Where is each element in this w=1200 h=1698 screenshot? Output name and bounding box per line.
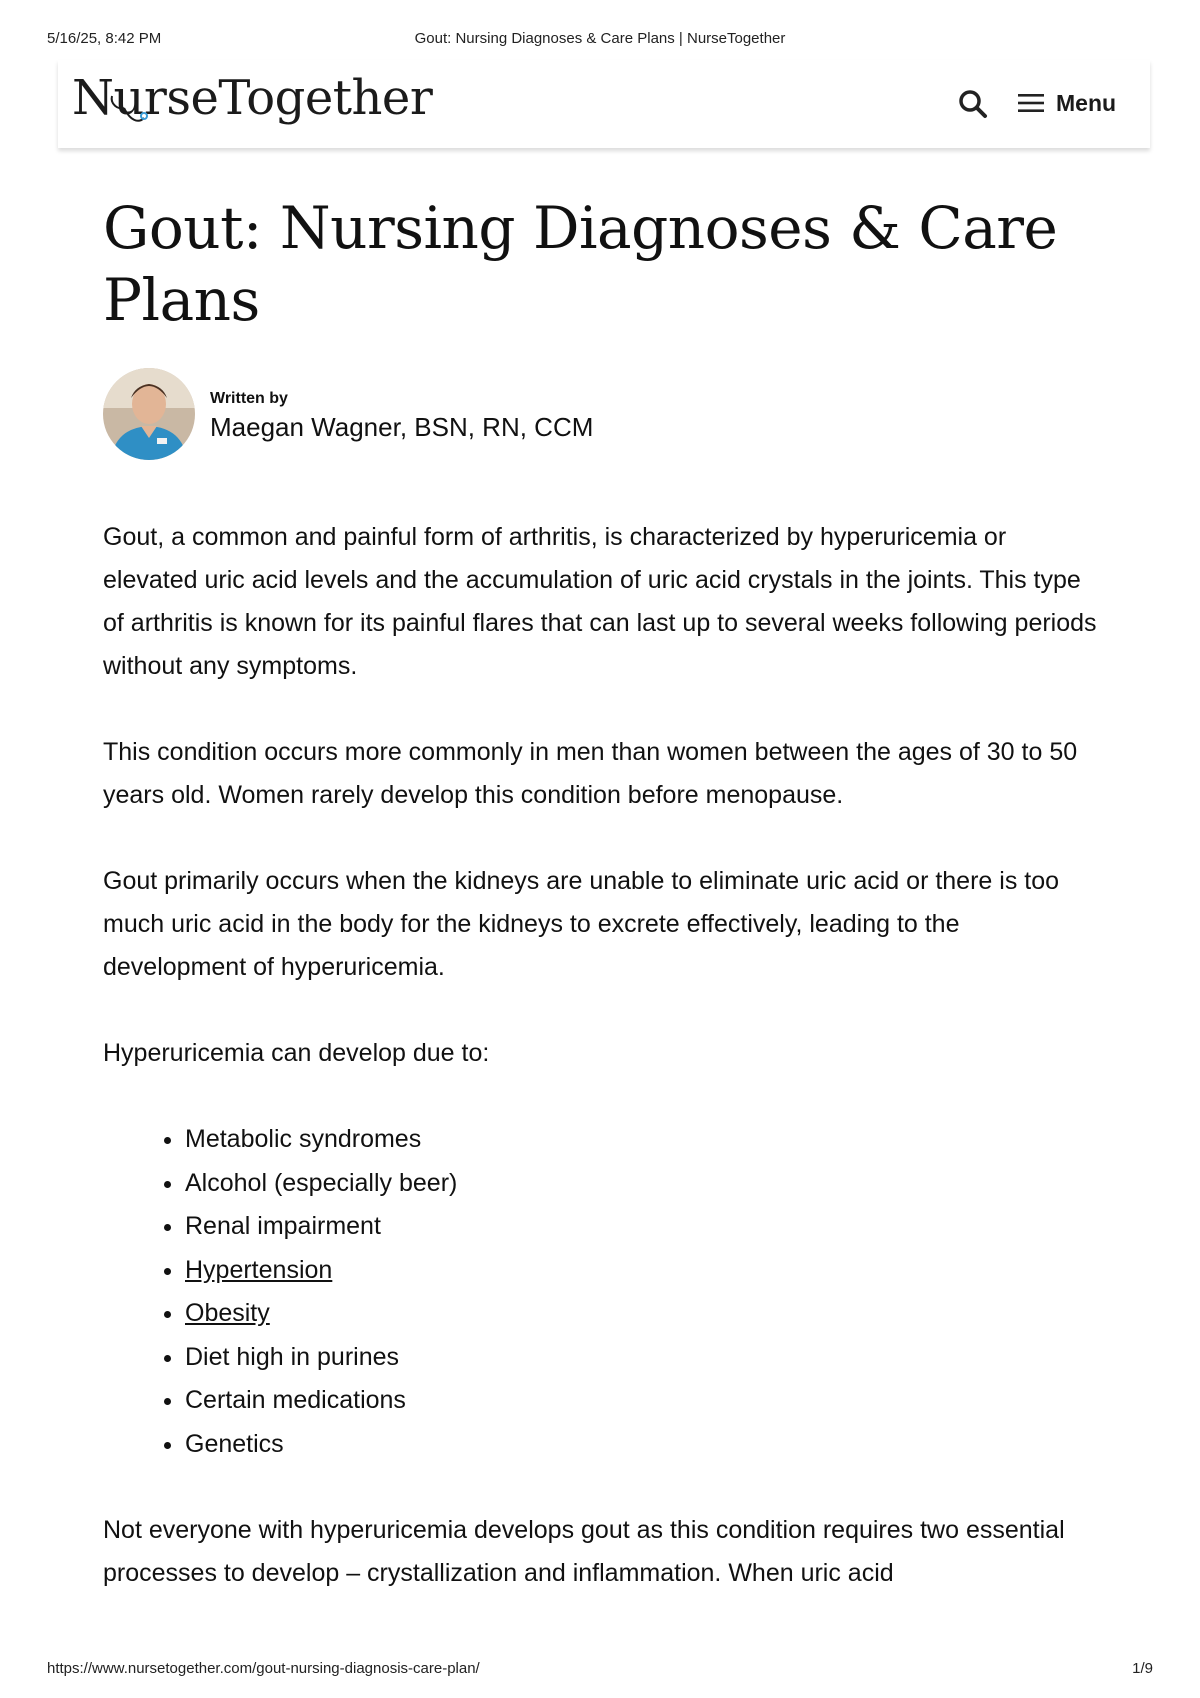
print-header (47, 30, 1153, 50)
menu-label: Menu (1056, 89, 1117, 116)
page-number: 1/9 (1132, 1660, 1153, 1677)
print-page-title: Gout: Nursing Diagnoses & Care Plans | NurseTogether (414, 30, 786, 47)
hypertension-link[interactable]: Hypertension (185, 1255, 333, 1284)
site-logo[interactable] (72, 70, 432, 126)
avatar (103, 368, 195, 460)
print-url: https://www.nursetogether.com/gout-nursing-diagnosis-care-plan/ (47, 1660, 480, 1677)
list-item: • Metabolic syndromes (185, 1118, 1103, 1162)
list-item (185, 1249, 1103, 1293)
logo-text: NurseTogether (72, 70, 433, 126)
written-by-label: Written by (210, 390, 288, 407)
list-item: • Alcohol (especially beer) (185, 1162, 1103, 1206)
menu-button[interactable] (1018, 85, 1116, 121)
site-header (58, 60, 1150, 148)
stethoscope-icon (108, 94, 148, 128)
author-name[interactable]: Maegan Wagner, BSN, RN, CCM (210, 412, 594, 442)
list-item: • Genetics (185, 1423, 1103, 1467)
paragraph: Gout, a common and painful form of arthritis, is characterized by hyperuricemia or elevated uric acid levels and the accumulation of uric acid crystals in the joints. This type of arthritis is known for its painful flares that can last up to several weeks following periods without any symptoms. (103, 523, 1097, 680)
list-item: • Certain medications (185, 1379, 1103, 1423)
paragraph: Not everyone with hyperuricemia develops gout as this condition requires two essential processes to develop – crystallization and inflammation. When uric acid (103, 1516, 1065, 1587)
print-footer (47, 1660, 1153, 1680)
search-icon (956, 87, 990, 121)
print-datetime: 5/16/25, 8:42 PM (47, 30, 162, 47)
paragraph: Hyperuricemia can develop due to: (103, 1039, 490, 1067)
page-title: Gout: Nursing Diagnoses & Care Plans (103, 194, 1058, 334)
list-item: • Diet high in purines (185, 1336, 1103, 1380)
search-button[interactable] (956, 87, 990, 121)
causes-list (103, 1118, 1103, 1466)
paragraph: This condition occurs more commonly in men than women between the ages of 30 to 50 years old. Women rarely develop this condition before menopause. (103, 738, 1078, 809)
list-item (185, 1292, 1103, 1336)
obesity-link[interactable]: Obesity (185, 1299, 270, 1327)
paragraph: Gout primarily occurs when the kidneys are unable to eliminate uric acid or there is too much uric acid in the body for the kidneys to excrete effectively, leading to the development of hyperuricemia. (103, 867, 1060, 981)
article-body (103, 516, 1103, 1638)
hamburger-menu-icon (1018, 93, 1044, 113)
list-item: • Renal impairment (185, 1205, 1103, 1249)
